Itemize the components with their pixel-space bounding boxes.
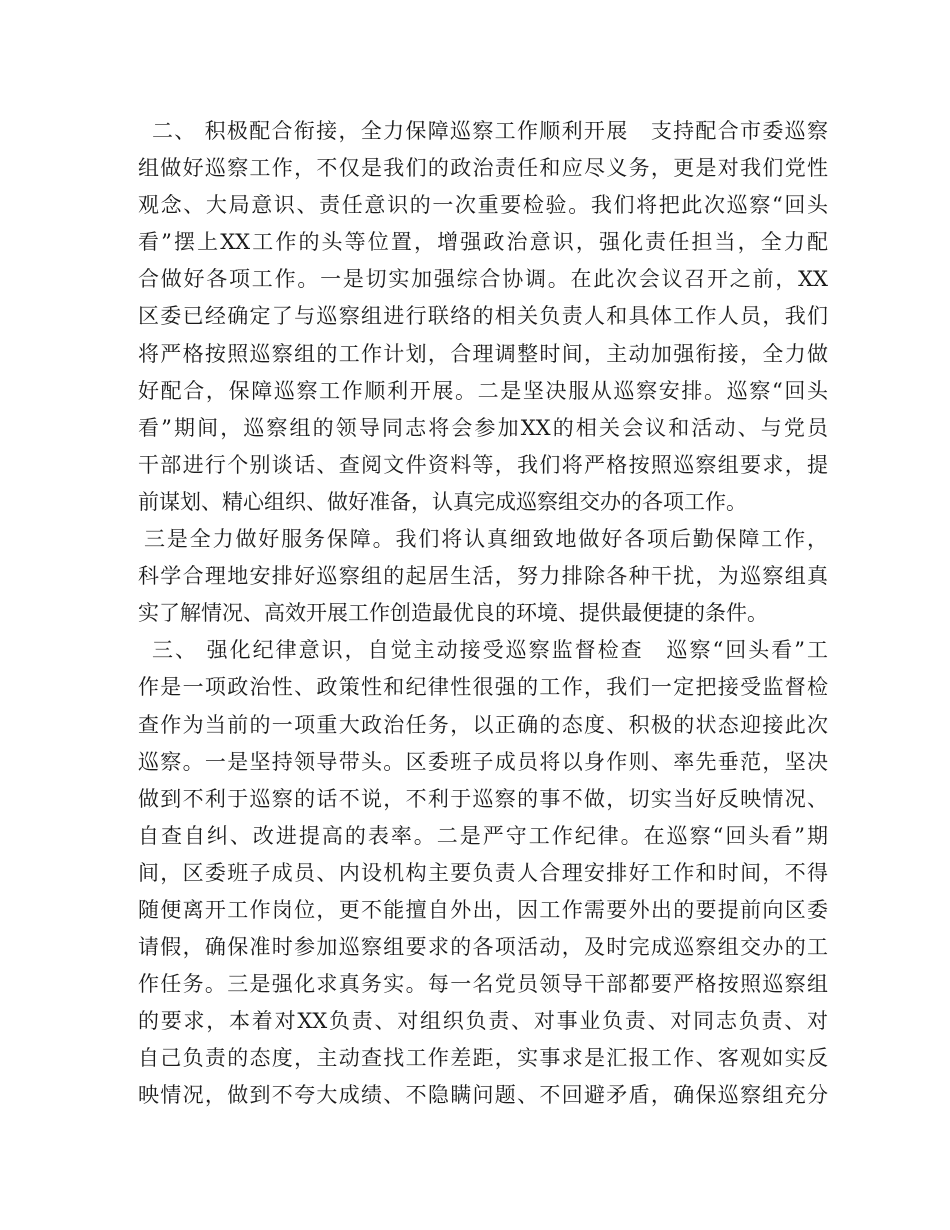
text-line: 三是全力做好服务保障。我们将认真细致地做好各项后勤保障工作， [144, 527, 828, 552]
text-line: 区委已经确定了与巡察组进行联络的相关负责人和具体工作人员，我们 [138, 304, 828, 329]
text-line: 映情况，做到不夸大成绩、不隐瞒问题、不回避矛盾，确保巡察组充分 [138, 1083, 828, 1108]
text-line: 作是一项政治性、政策性和纪律性很强的工作，我们一定把接受监督检 [138, 675, 828, 700]
text-line: 将严格按照巡察组的工作计划，合理调整时间，主动加强衔接，全力做 [138, 341, 828, 366]
text-line: 观念、大局意识、责任意识的一次重要检验。我们将把此次巡察“回头 [138, 193, 828, 218]
text-line: 看”期间，巡察组的领导同志将会参加XX的相关会议和活动、与党员 [138, 415, 828, 440]
text-line: 作任务。三是强化求真务实。每一名党员领导干部都要严格按照巡察组 [138, 972, 828, 997]
text-line: 请假，确保准时参加巡察组要求的各项活动，及时完成巡察组交办的工 [138, 935, 828, 960]
text-line: 实了解情况、高效开展工作创造最优良的环境、提供最便捷的条件。 [138, 601, 768, 626]
text-line: 的要求，本着对XX负责、对组织负责、对事业负责、对同志负责、对 [138, 1009, 828, 1034]
text-line: 自查自纠、改进提高的表率。二是严守工作纪律。在巡察“回头看”期 [138, 823, 828, 848]
body-text [138, 113, 828, 1115]
text-line: 组做好巡察工作，不仅是我们的政治责任和应尽义务，更是对我们党性 [138, 156, 828, 181]
text-line: 科学合理地安排好巡察组的起居生活，努力排除各种干扰，为巡察组真 [138, 564, 828, 589]
text-line: 间，区委班子成员、内设机构主要负责人合理安排好工作和时间，不得 [138, 860, 828, 885]
text-line: 二、 积极配合衔接，全力保障巡察工作顺利开展 支持配合市委巡察 [152, 119, 828, 143]
text-line: 前谋划、精心组织、做好准备，认真完成巡察组交办的各项工作。 [138, 489, 747, 514]
text-line: 三、 强化纪律意识，自觉主动接受巡察监督检查 巡察“回头看”工 [152, 638, 828, 663]
text-line: 巡察。一是坚持领导带头。区委班子成员将以身作则、率先垂范，坚决 [138, 749, 828, 774]
text-line: 查作为当前的一项重大政治任务，以正确的态度、积极的状态迎接此次 [138, 712, 828, 737]
text-line: 做到不利于巡察的话不说，不利于巡察的事不做，切实当好反映情况、 [138, 786, 828, 811]
text-line: 随便离开工作岗位，更不能擅自外出，因工作需要外出的要提前向区委 [138, 897, 828, 922]
text-line: 干部进行个别谈话、查阅文件资料等，我们将严格按照巡察组要求，提 [138, 452, 828, 477]
text-line: 合做好各项工作。一是切实加强综合协调。在此次会议召开之前，XX [138, 267, 828, 292]
text-line: 自己负责的态度，主动查找工作差距，实事求是汇报工作、客观如实反 [138, 1046, 828, 1071]
text-line: 好配合，保障巡察工作顺利开展。二是坚决服从巡察安排。巡察“回头 [138, 378, 828, 403]
text-line: 看”摆上XX工作的头等位置，增强政治意识，强化责任担当，全力配 [138, 230, 828, 255]
